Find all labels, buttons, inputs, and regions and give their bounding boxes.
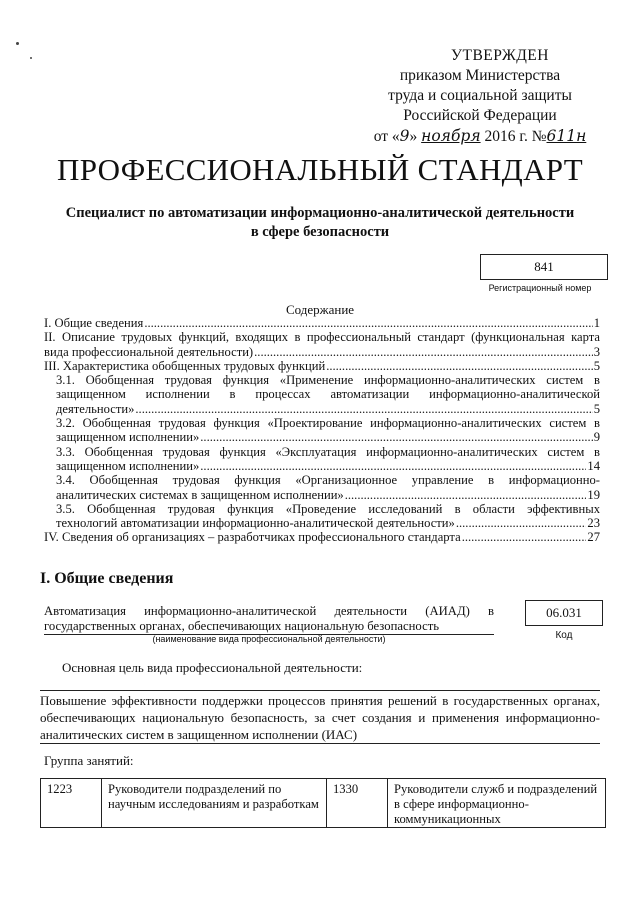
- approval-heading: УТВЕРЖДЕН: [451, 47, 549, 64]
- toc-entry-text: технологий автоматизации информационно-аналитической деятельности»: [56, 516, 455, 531]
- table-of-contents: [44, 316, 600, 545]
- toc-entry-text: III. Характеристика обобщенных трудовых функций: [44, 358, 326, 373]
- toc-leader: [144, 316, 592, 330]
- toc-page: 9: [593, 430, 600, 445]
- toc-leader: [200, 459, 586, 473]
- toc-entry-text: I. Общие сведения: [44, 316, 144, 330]
- activity-kind-text: Автоматизация информационно-аналитической деятельности (АИАД) в: [44, 604, 494, 618]
- toc-entry[interactable]: [44, 359, 600, 373]
- toc-entry[interactable]: [44, 373, 600, 416]
- toc-page: 5: [593, 358, 600, 373]
- toc-entry[interactable]: [44, 416, 600, 445]
- standard-name-line: в сфере безопасности: [250, 224, 390, 240]
- section-heading: I. Общие сведения: [40, 570, 174, 587]
- toc-entry-text: IV. Сведения об организациях – разработчиках профессионального стандарта: [44, 530, 461, 545]
- toc-entry-text: аналитических системах в защищенном исполнении»: [56, 487, 344, 502]
- goal-text: обеспечивающих национальную безопасность, за счет создания и применения информационно-: [40, 710, 600, 725]
- handwritten-number: 611н: [546, 127, 587, 145]
- activity-code-box: 06.031: [525, 600, 603, 626]
- toc-entry-text: защищенном исполнении»: [56, 458, 200, 473]
- toc-entry[interactable]: [44, 316, 600, 330]
- occupation-code-cell: 1223: [41, 779, 102, 828]
- toc-entry-text: защищенном исполнении в процессах автоматизации информационно-аналитической: [56, 387, 600, 402]
- toc-entry-text: II. Описание трудовых функций, входящих в профессиональный стандарт (функциональная карта: [44, 330, 600, 345]
- toc-leader: [254, 345, 593, 359]
- toc-entry-text: вида профессиональной деятельности): [44, 344, 254, 359]
- toc-leader: [456, 516, 587, 530]
- toc-entry[interactable]: [44, 330, 600, 359]
- date-prefix: от «: [373, 128, 400, 145]
- date-mid: »: [409, 128, 422, 145]
- toc-entry[interactable]: [44, 502, 600, 531]
- toc-entry[interactable]: [44, 473, 600, 502]
- standard-name-line: Специалист по автоматизации информационно-аналитической деятельности: [65, 205, 575, 221]
- toc-page: 27: [587, 530, 600, 545]
- standard-name: [30, 204, 610, 242]
- scan-mark: [30, 57, 32, 59]
- approval-line: Российской Федерации: [403, 107, 557, 124]
- toc-entry-text: 3.4. Обобщенная трудовая функция «Организационное управление в информационно-: [56, 473, 600, 488]
- handwritten-day: 9: [399, 127, 410, 145]
- toc-entry[interactable]: [44, 530, 600, 544]
- toc-leader: [326, 359, 593, 373]
- toc-entry[interactable]: [44, 445, 600, 474]
- occupation-name-cell: Руководители служб и подразделений в сфере информационно-коммуникационных: [388, 779, 606, 828]
- activity-kind-field: [44, 604, 494, 635]
- toc-entry-text: деятельности»: [56, 401, 135, 416]
- approval-line: приказом Министерства: [399, 67, 561, 84]
- toc-page: 3: [593, 344, 600, 359]
- date-year: 2016 г. №: [480, 128, 547, 145]
- occupation-group-label: Группа занятий:: [44, 753, 134, 768]
- goal-text: Повышение эффективности поддержки процессов принятия решений в государственных органах,: [40, 693, 600, 708]
- toc-entry-text: 3.1. Обобщенная трудовая функция «Применение информационно-аналитических систем в: [56, 373, 600, 388]
- toc-entry-text: 3.5. Обобщенная трудовая функция «Проведение исследований в области эффективных: [56, 501, 600, 516]
- registration-number-box: 841: [480, 254, 608, 280]
- toc-page: 1: [593, 316, 600, 330]
- approval-date: [360, 126, 600, 147]
- approval-line: труда и социальной защиты: [388, 87, 572, 104]
- document-title: ПРОФЕССИОНАЛЬНЫЙ СТАНДАРТ: [57, 152, 583, 187]
- toc-page: 23: [587, 516, 600, 531]
- toc-page: 14: [587, 458, 600, 473]
- toc-page: 5: [593, 401, 600, 416]
- goal-text-box: [40, 690, 600, 744]
- registration-number-label: Регистрационный номер: [488, 283, 592, 293]
- goal-text: аналитических систем в защищенном исполнении (ИАС): [40, 727, 358, 742]
- activity-kind-label: (наименование вида профессиональной деятельности): [152, 634, 386, 644]
- activity-code-label: Код: [555, 630, 573, 641]
- toc-leader: [462, 530, 587, 544]
- goal-label: Основная цель вида профессиональной деятельности:: [62, 660, 363, 675]
- toc-title: Содержание: [285, 302, 355, 317]
- toc-entry-text: 3.2. Обобщенная трудовая функция «Проектирование информационно-аналитических систем в: [56, 416, 600, 431]
- toc-entry-text: защищенном исполнении»: [56, 430, 200, 445]
- toc-leader: [200, 430, 592, 444]
- table-row: [41, 779, 606, 828]
- toc-leader: [345, 488, 587, 502]
- occupation-name-cell: Руководители подразделений по научным исследованиям и разработкам: [102, 779, 327, 828]
- toc-entry-text: 3.3. Обобщенная трудовая функция «Эксплуатация информационно-аналитических систем в: [56, 444, 600, 459]
- activity-kind-text: государственных органах, обеспечивающих национальную безопасность: [44, 619, 440, 633]
- scan-mark: [16, 42, 19, 45]
- toc-page: 19: [587, 487, 600, 502]
- toc-leader: [135, 402, 592, 416]
- occupation-group-table: [40, 778, 606, 828]
- occupation-code-cell: 1330: [327, 779, 388, 828]
- handwritten-month: ноября: [421, 127, 481, 145]
- approval-block: [360, 46, 600, 147]
